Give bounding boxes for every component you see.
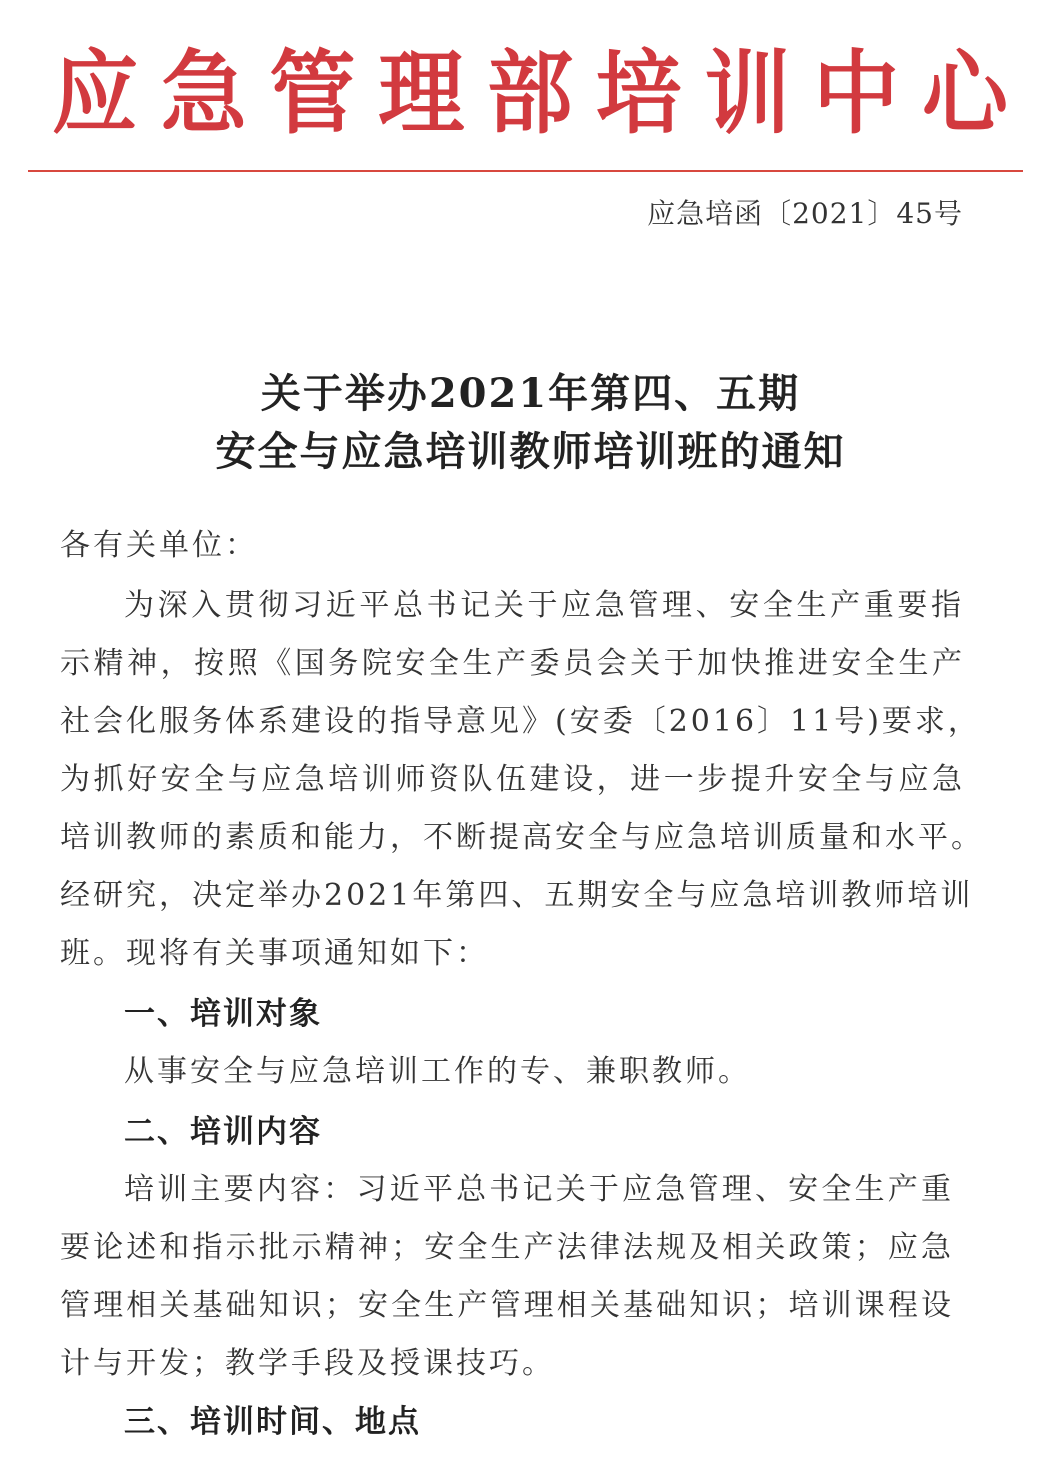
document-number: 应急培函〔2021〕45号 bbox=[647, 197, 963, 230]
letterhead-char: 应 bbox=[52, 40, 138, 147]
paragraph-line: 班。现将有关事项通知如下： bbox=[60, 936, 489, 971]
paragraph-line: 为深入贯彻习近平总书记关于应急管理、安全生产重要指 bbox=[124, 588, 964, 623]
letterhead-char: 训 bbox=[704, 40, 791, 147]
paragraph-line: 培训主要内容：习近平总书记关于应急管理、安全生产重 bbox=[124, 1172, 954, 1207]
letterhead-char: 培 bbox=[595, 40, 682, 147]
salutation: 各有关单位： bbox=[60, 528, 258, 563]
letterhead-char: 中 bbox=[813, 40, 900, 147]
letterhead-char: 急 bbox=[160, 40, 247, 147]
paragraph-line: 为抓好安全与应急培训师资队伍建设，进一步提升安全与应急 bbox=[60, 762, 965, 797]
section-heading: 三、培训时间、地点 bbox=[124, 1404, 421, 1440]
letterhead-divider bbox=[28, 170, 1023, 172]
letterhead-char: 管 bbox=[269, 40, 356, 147]
section-heading: 二、培训内容 bbox=[124, 1114, 322, 1150]
section-heading: 一、培训对象 bbox=[124, 996, 322, 1032]
paragraph-line: 管理相关基础知识；安全生产管理相关基础知识；培训课程设 bbox=[60, 1288, 954, 1323]
paragraph-line: 示精神，按照《国务院安全生产委员会关于加快推进安全生产 bbox=[60, 646, 965, 681]
paragraph-line: 培训教师的素质和能力，不断提高安全与应急培训质量和水平。 bbox=[60, 820, 984, 855]
paragraph-line: 从事安全与应急培训工作的专、兼职教师。 bbox=[124, 1054, 751, 1089]
letterhead-char: 部 bbox=[487, 40, 573, 147]
document-title-line-2: 安全与应急培训教师培训班的通知 bbox=[215, 428, 846, 475]
paragraph-line: 经研究，决定举办2021年第四、五期安全与应急培训教师培训 bbox=[60, 878, 974, 913]
letterhead-char: 理 bbox=[378, 40, 465, 147]
paragraph-line: 社会化服务体系建设的指导意见》(安委〔2016〕11号)要求， bbox=[60, 704, 981, 739]
letterhead bbox=[30, 34, 1030, 154]
paragraph-line: 要论述和指示批示精神；安全生产法律法规及相关政策；应急 bbox=[60, 1230, 954, 1265]
paragraph-line: 计与开发；教学手段及授课技巧。 bbox=[60, 1346, 555, 1381]
document-title-line-1: 关于举办2021年第四、五期 bbox=[260, 370, 801, 417]
letterhead-char: 心 bbox=[922, 40, 1008, 147]
